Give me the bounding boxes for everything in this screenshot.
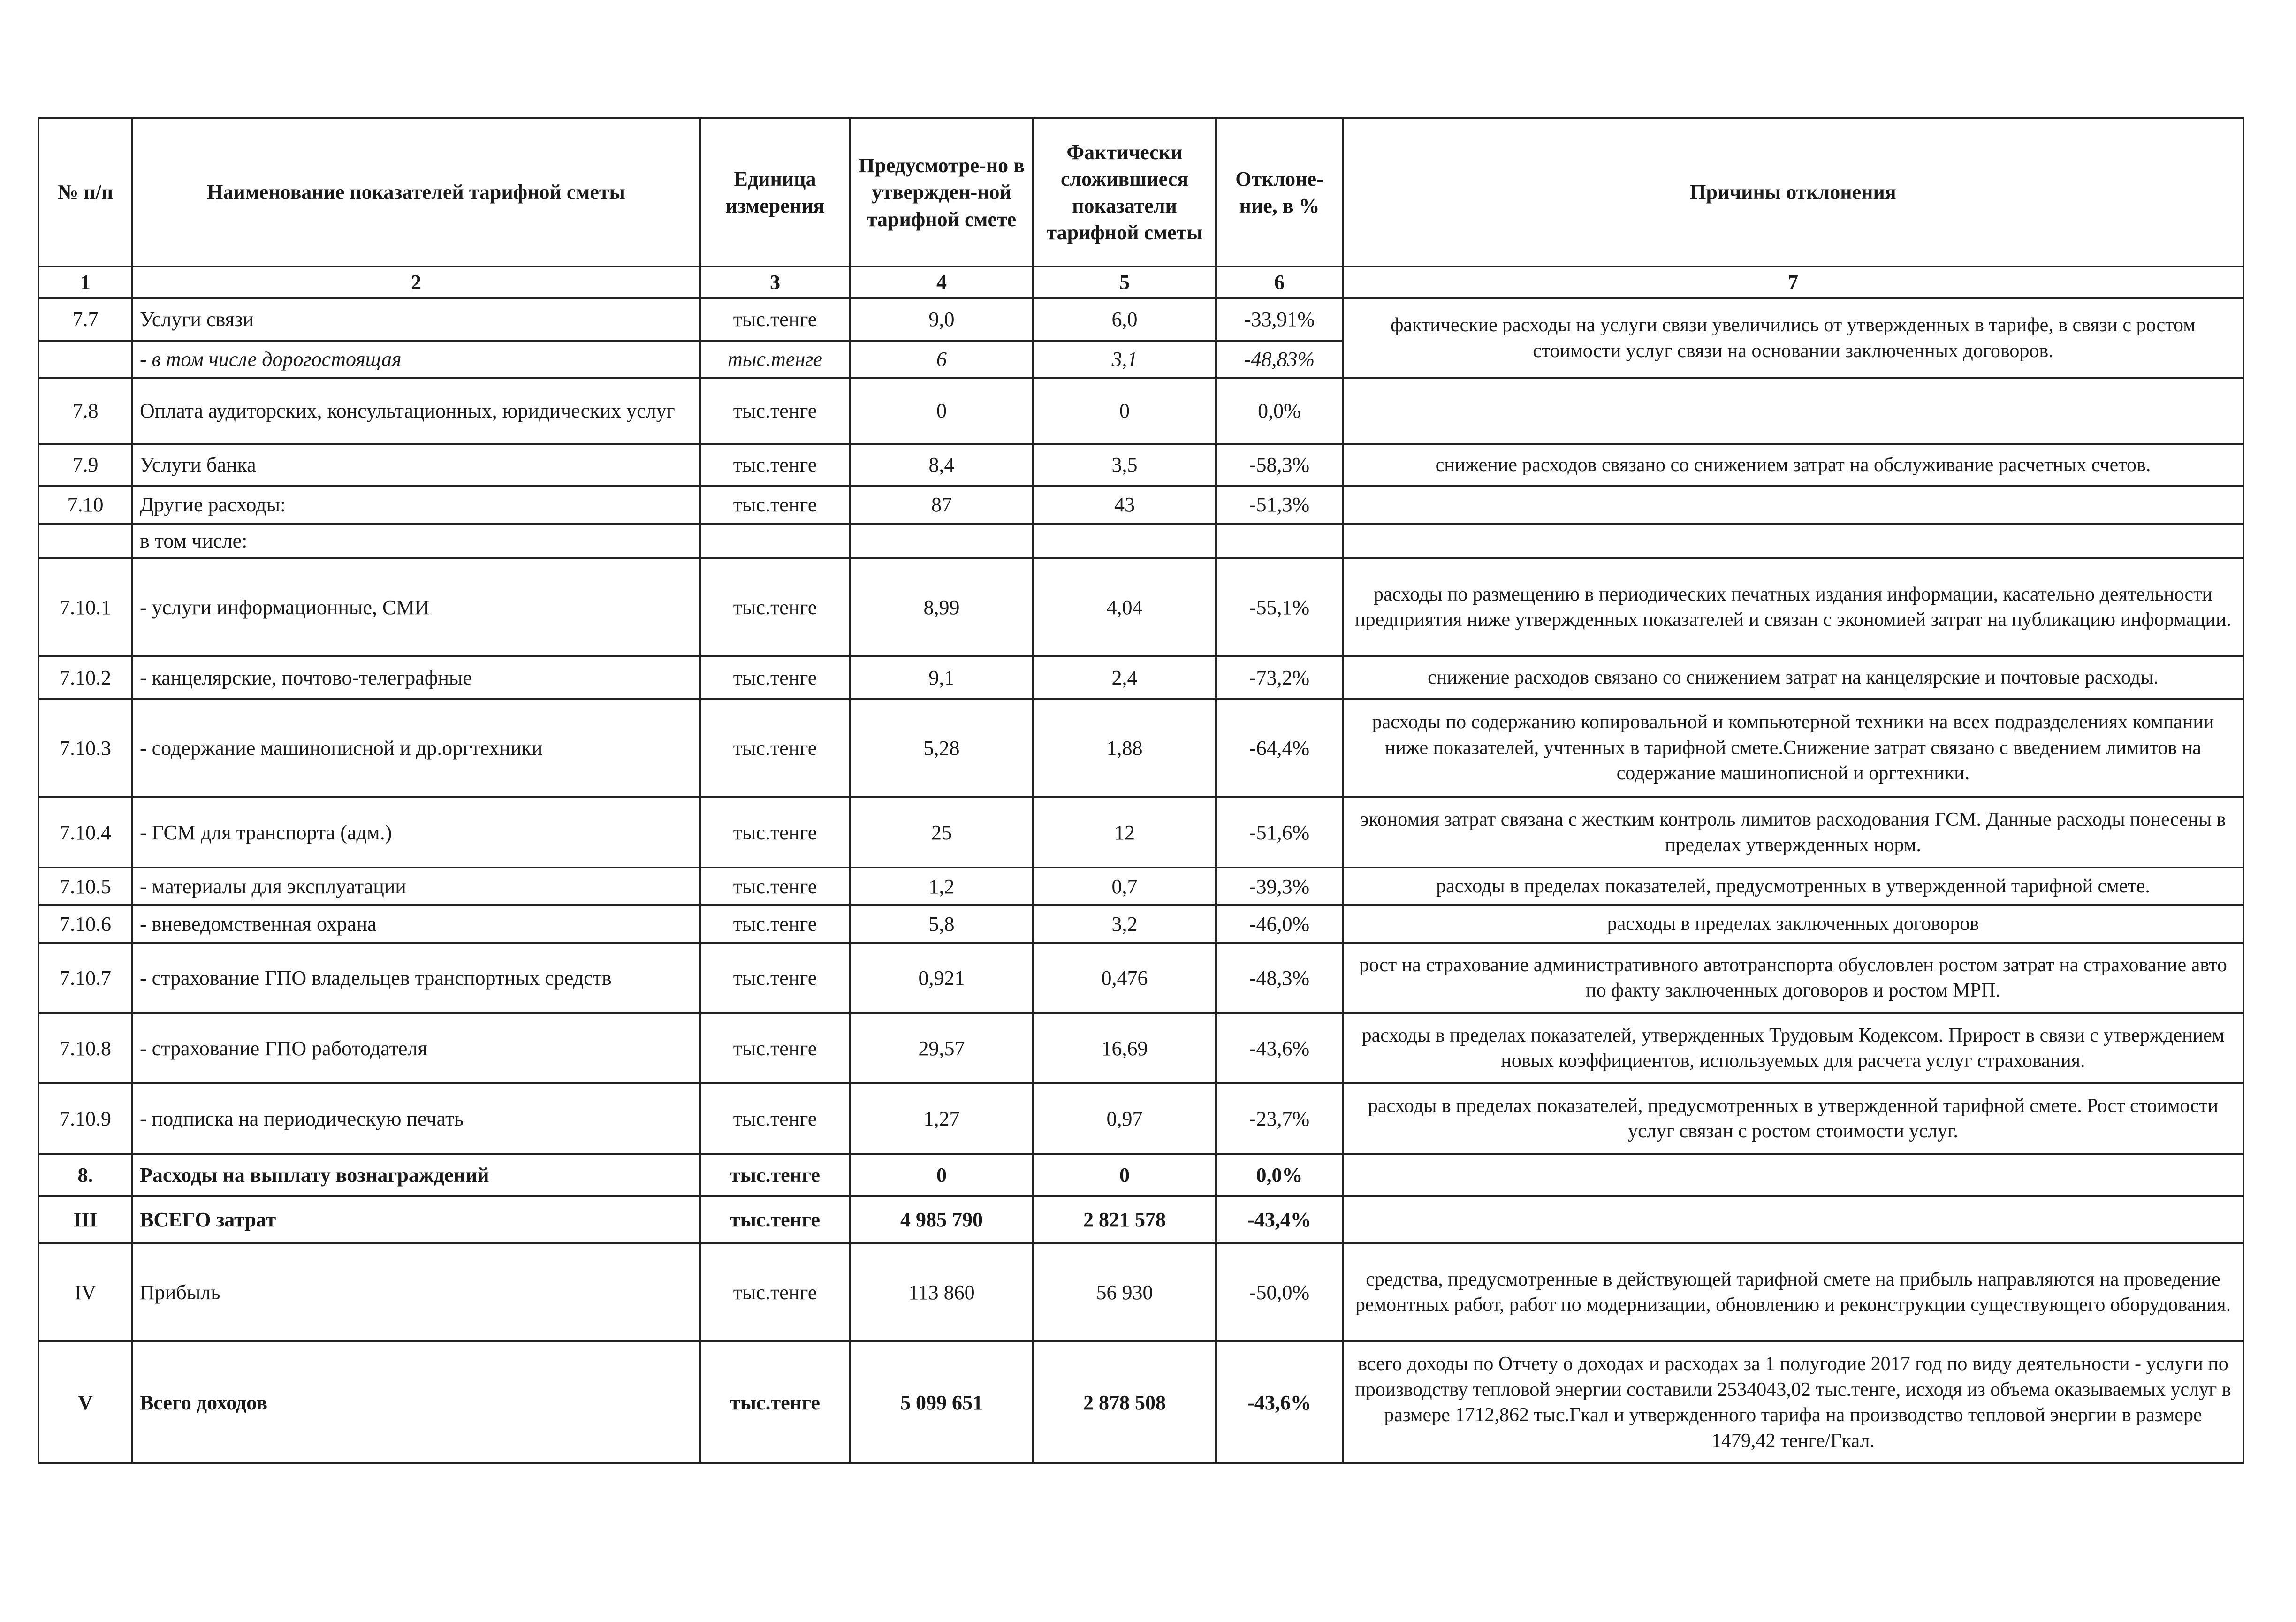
column-number: 1: [38, 267, 132, 298]
row-deviation: -48,3%: [1216, 943, 1343, 1013]
row-name: - услуги информационные, СМИ: [132, 558, 700, 656]
row-actual: 3,1: [1033, 341, 1216, 378]
header-reasons: Причины отклонения: [1343, 118, 2243, 267]
row-unit: тыс.тенге: [700, 1196, 850, 1243]
row-actual: 3,2: [1033, 905, 1216, 943]
row-number: 7.9: [38, 444, 132, 486]
header-number: № п/п: [38, 118, 132, 267]
row-planned: 0,921: [850, 943, 1033, 1013]
row-reason: расходы в пределах показателей, утвержденных Трудовым Кодексом. Прирост в связи с утверждением новых коэффициентов, используемых для расчета услуг страхования.: [1343, 1013, 2243, 1083]
row-reason: снижение расходов связано со снижением затрат на канцелярские и почтовые расходы.: [1343, 656, 2243, 699]
row-reason: [1343, 378, 2243, 444]
row-planned: 0: [850, 1154, 1033, 1196]
row-planned: 25: [850, 797, 1033, 868]
row-deviation: -46,0%: [1216, 905, 1343, 943]
row-unit: тыс.тенге: [700, 699, 850, 797]
row-name: Услуги банка: [132, 444, 700, 486]
row-actual: 6,0: [1033, 298, 1216, 341]
row-unit: тыс.тенге: [700, 341, 850, 378]
row-actual: 12: [1033, 797, 1216, 868]
row-planned: 4 985 790: [850, 1196, 1033, 1243]
row-number: 7.10.3: [38, 699, 132, 797]
row-deviation: -73,2%: [1216, 656, 1343, 699]
row-name: в том числе:: [132, 524, 700, 558]
column-number: 5: [1033, 267, 1216, 298]
row-reason: снижение расходов связано со снижением затрат на обслуживание расчетных счетов.: [1343, 444, 2243, 486]
row-actual: 0,476: [1033, 943, 1216, 1013]
row-reason: средства, предусмотренные в действующей тарифной смете на прибыль направляются на проведение ремонтных работ, работ по модернизации, обновлению и реконструкции существующего оборудования.: [1343, 1243, 2243, 1341]
row-name: - ГСМ для транспорта (адм.): [132, 797, 700, 868]
row-name: - подписка на периодическую печать: [132, 1083, 700, 1154]
row-reason: экономия затрат связана с жестким контроль лимитов расходования ГСМ. Данные расходы понесены в пределах утвержденных норм.: [1343, 797, 2243, 868]
row-actual: 1,88: [1033, 699, 1216, 797]
row-name: - материалы для эксплуатации: [132, 868, 700, 905]
table-row: [38, 1196, 2243, 1243]
row-deviation: -48,83%: [1216, 341, 1343, 378]
row-deviation: -33,91%: [1216, 298, 1343, 341]
row-planned: 0: [850, 378, 1033, 444]
row-planned: 29,57: [850, 1013, 1033, 1083]
row-reason: фактические расходы на услуги связи увеличились от утвержденных в тарифе, в связи с ростом стоимости услуг связи на основании заключенных договоров.: [1343, 298, 2243, 378]
row-deviation: 0,0%: [1216, 1154, 1343, 1196]
header-planned: Предусмотре-но в утвержден-ной тарифной смете: [850, 118, 1033, 267]
row-unit: тыс.тенге: [700, 905, 850, 943]
row-actual: 16,69: [1033, 1013, 1216, 1083]
row-number: 7.10.5: [38, 868, 132, 905]
row-name: - страхование ГПО владельцев транспортных средств: [132, 943, 700, 1013]
row-planned: 5 099 651: [850, 1341, 1033, 1463]
row-actual: 2 878 508: [1033, 1341, 1216, 1463]
header-actual: Фактически сложившиеся показатели тарифной сметы: [1033, 118, 1216, 267]
row-number: 7.10.8: [38, 1013, 132, 1083]
row-planned: 1,27: [850, 1083, 1033, 1154]
row-unit: тыс.тенге: [700, 378, 850, 444]
row-unit: тыс.тенге: [700, 1243, 850, 1341]
row-number: 7.8: [38, 378, 132, 444]
header-deviation: Отклоне-ние, в %: [1216, 118, 1343, 267]
table-row: [38, 1341, 2243, 1463]
row-reason: рост на страхование административного автотранспорта обусловлен ростом затрат на страхование авто по факту заключенных договоров и ростом МРП.: [1343, 943, 2243, 1013]
row-unit: тыс.тенге: [700, 1341, 850, 1463]
row-unit: [700, 524, 850, 558]
row-deviation: -51,6%: [1216, 797, 1343, 868]
header-indicator-name: Наименование показателей тарифной сметы: [132, 118, 700, 267]
row-actual: [1033, 524, 1216, 558]
table-row: [38, 905, 2243, 943]
row-number: 7.10.1: [38, 558, 132, 656]
row-planned: [850, 524, 1033, 558]
row-name: Расходы на выплату вознаграждений: [132, 1154, 700, 1196]
table-row: [38, 1243, 2243, 1341]
row-unit: тыс.тенге: [700, 1083, 850, 1154]
row-actual: 0: [1033, 1154, 1216, 1196]
table-row: [38, 298, 2243, 341]
table-row: [38, 868, 2243, 905]
row-deviation: -51,3%: [1216, 486, 1343, 524]
row-name: - содержание машинописной и др.оргтехники: [132, 699, 700, 797]
row-unit: тыс.тенге: [700, 558, 850, 656]
row-number: [38, 341, 132, 378]
row-unit: тыс.тенге: [700, 656, 850, 699]
row-name: - в том числе дорогостоящая: [132, 341, 700, 378]
row-unit: тыс.тенге: [700, 1013, 850, 1083]
row-number: 7.10.9: [38, 1083, 132, 1154]
row-planned: 6: [850, 341, 1033, 378]
table-row: [38, 486, 2243, 524]
column-number: 4: [850, 267, 1033, 298]
row-unit: тыс.тенге: [700, 797, 850, 868]
row-reason: [1343, 486, 2243, 524]
table-row: [38, 797, 2243, 868]
row-number: V: [38, 1341, 132, 1463]
row-name: - вневедомственная охрана: [132, 905, 700, 943]
column-number: 6: [1216, 267, 1343, 298]
row-actual: 43: [1033, 486, 1216, 524]
row-number: 7.10.7: [38, 943, 132, 1013]
row-actual: 4,04: [1033, 558, 1216, 656]
row-name: Услуги связи: [132, 298, 700, 341]
row-number: 7.7: [38, 298, 132, 341]
table-row: [38, 1013, 2243, 1083]
row-deviation: -58,3%: [1216, 444, 1343, 486]
row-unit: тыс.тенге: [700, 298, 850, 341]
row-deviation: -39,3%: [1216, 868, 1343, 905]
row-unit: тыс.тенге: [700, 868, 850, 905]
row-number: III: [38, 1196, 132, 1243]
table-row: [38, 1083, 2243, 1154]
row-deviation: -50,0%: [1216, 1243, 1343, 1341]
column-number-row: [38, 267, 2243, 298]
row-name: Оплата аудиторских, консультационных, юридических услуг: [132, 378, 700, 444]
row-planned: 5,28: [850, 699, 1033, 797]
column-number: 2: [132, 267, 700, 298]
row-reason: расходы в пределах заключенных договоров: [1343, 905, 2243, 943]
row-number: 7.10.6: [38, 905, 132, 943]
table-row: [38, 558, 2243, 656]
row-name: Другие расходы:: [132, 486, 700, 524]
row-name: ВСЕГО затрат: [132, 1196, 700, 1243]
row-number: IV: [38, 1243, 132, 1341]
table-row: [38, 943, 2243, 1013]
row-number: 8.: [38, 1154, 132, 1196]
header-unit: Единица измерения: [700, 118, 850, 267]
row-reason: [1343, 524, 2243, 558]
row-planned: 113 860: [850, 1243, 1033, 1341]
row-reason: [1343, 1154, 2243, 1196]
row-name: - канцелярские, почтово-телеграфные: [132, 656, 700, 699]
row-unit: тыс.тенге: [700, 486, 850, 524]
row-planned: 8,99: [850, 558, 1033, 656]
tariff-estimate-table: [38, 117, 2244, 1464]
row-unit: тыс.тенге: [700, 444, 850, 486]
row-deviation: -55,1%: [1216, 558, 1343, 656]
column-number: 3: [700, 267, 850, 298]
row-actual: 0,97: [1033, 1083, 1216, 1154]
table-row: [38, 524, 2243, 558]
row-deviation: -23,7%: [1216, 1083, 1343, 1154]
row-deviation: 0,0%: [1216, 378, 1343, 444]
row-name: Всего доходов: [132, 1341, 700, 1463]
row-number: 7.10.4: [38, 797, 132, 868]
row-actual: 56 930: [1033, 1243, 1216, 1341]
row-name: Прибыль: [132, 1243, 700, 1341]
row-number: 7.10.2: [38, 656, 132, 699]
row-number: [38, 524, 132, 558]
row-deviation: -64,4%: [1216, 699, 1343, 797]
table-row: [38, 444, 2243, 486]
row-planned: 8,4: [850, 444, 1033, 486]
column-number: 7: [1343, 267, 2243, 298]
table-row: [38, 1154, 2243, 1196]
row-reason: расходы в пределах показателей, предусмотренных в утвержденной тарифной смете.: [1343, 868, 2243, 905]
row-planned: 87: [850, 486, 1033, 524]
row-deviation: -43,6%: [1216, 1341, 1343, 1463]
row-deviation: [1216, 524, 1343, 558]
row-actual: 3,5: [1033, 444, 1216, 486]
row-actual: 0: [1033, 378, 1216, 444]
row-number: 7.10: [38, 486, 132, 524]
tariff-report-sheet: [38, 117, 2243, 1464]
row-deviation: -43,4%: [1216, 1196, 1343, 1243]
row-unit: тыс.тенге: [700, 943, 850, 1013]
table-row: [38, 699, 2243, 797]
row-planned: 9,1: [850, 656, 1033, 699]
table-row: [38, 378, 2243, 444]
row-reason: [1343, 1196, 2243, 1243]
table-row: [38, 656, 2243, 699]
row-reason: расходы по размещению в периодических печатных издания информации, касательно деятельности предприятия ниже утвержденных показателей и связан с экономией затрат на публикацию информации.: [1343, 558, 2243, 656]
row-reason: расходы в пределах показателей, предусмотренных в утвержденной тарифной смете. Рост стоимости услуг связан с ростом стоимости услуг.: [1343, 1083, 2243, 1154]
row-unit: тыс.тенге: [700, 1154, 850, 1196]
row-reason: расходы по содержанию копировальной и компьютерной техники на всех подразделениях компании ниже показателей, учтенных в тарифной смете.Снижение затрат связано с введением лимитов на содержание машинописной и оргтехники.: [1343, 699, 2243, 797]
row-planned: 1,2: [850, 868, 1033, 905]
row-planned: 5,8: [850, 905, 1033, 943]
row-actual: 0,7: [1033, 868, 1216, 905]
row-planned: 9,0: [850, 298, 1033, 341]
row-reason: всего доходы по Отчету о доходах и расходах за 1 полугодие 2017 год по виду деятельности - услуги по производству тепловой энергии составили 2534043,02 тыс.тенге, исходя из объема оказываемых услуг в размере 1712,862 тыс.Гкал и утвержденного тарифа на производство тепловой энергии в размере 1479,42 тенге/Гкал.: [1343, 1341, 2243, 1463]
row-actual: 2 821 578: [1033, 1196, 1216, 1243]
header-row: [38, 118, 2243, 267]
row-name: - страхование ГПО работодателя: [132, 1013, 700, 1083]
row-actual: 2,4: [1033, 656, 1216, 699]
row-deviation: -43,6%: [1216, 1013, 1343, 1083]
